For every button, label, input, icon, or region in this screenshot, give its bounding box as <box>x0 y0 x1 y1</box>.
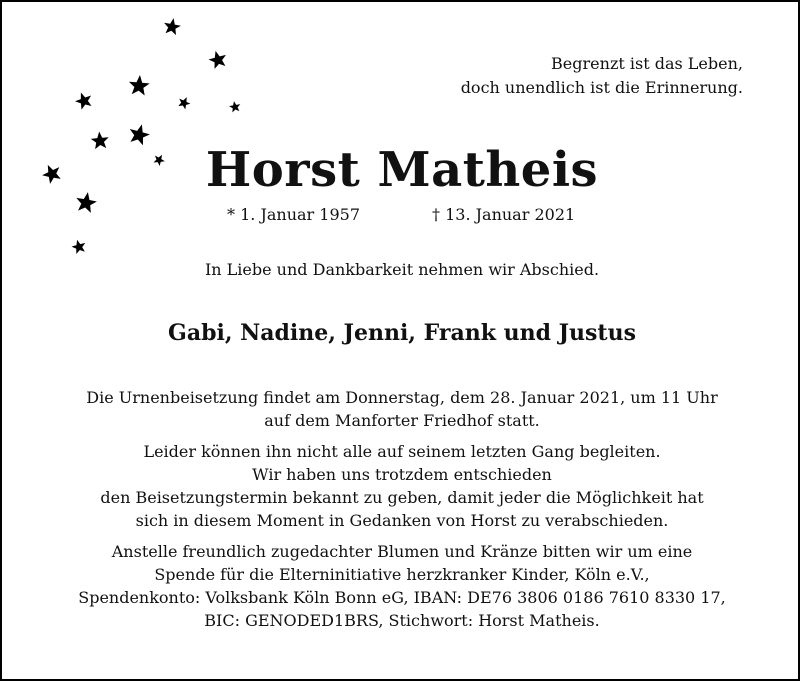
donation-paragraph <box>2 540 800 632</box>
stars-decoration <box>2 2 262 262</box>
text-line: Wir haben uns trotzdem entschieden <box>252 465 552 484</box>
star-icon <box>73 90 95 111</box>
text-line: sich in diesem Moment in Gedanken von Horst zu verabschieden. <box>135 511 669 530</box>
text-line: den Beisetzungstermin bekannt zu geben, damit jeder die Möglichkeit hat <box>100 488 704 507</box>
star-icon <box>228 100 241 113</box>
death-date: † 13. Januar 2021 <box>432 205 576 224</box>
burial-paragraph <box>2 386 800 432</box>
text-line: Spendenkonto: Volksbank Köln Bonn eG, IBAN: DE76 3806 0186 7610 8330 17, <box>78 588 726 607</box>
announcement-text <box>2 386 800 640</box>
quote-line-2: doch unendlich ist die Erinnerung. <box>460 78 743 97</box>
star-icon <box>128 74 151 96</box>
deceased-name: Horst Matheis <box>205 142 599 198</box>
text-line: Spende für die Elterninitiative herzkranker Kinder, Köln e.V., <box>154 565 650 584</box>
text-line: Die Urnenbeisetzung findet am Donnerstag, dem 28. Januar 2021, um 11 Uhr <box>86 388 718 407</box>
text-line: auf dem Manforter Friedhof statt. <box>264 411 540 430</box>
text-line: Leider können ihn nicht alle auf seinem letzten Gang begleiten. <box>143 442 661 461</box>
birth-date: * 1. Januar 1957 <box>227 205 360 224</box>
star-icon <box>162 17 182 36</box>
star-icon <box>70 238 87 255</box>
star-icon <box>207 48 229 69</box>
quote <box>461 52 743 100</box>
quote-line-1: Begrenzt ist das Leben, <box>551 54 743 73</box>
text-line: Anstelle freundlich zugedachter Blumen und Kränze bitten wir um eine <box>111 542 693 561</box>
text-line: BIC: GENODED1BRS, Stichwort: Horst Matheis. <box>204 611 600 630</box>
attendance-paragraph <box>2 440 800 532</box>
family-names: Gabi, Nadine, Jenni, Frank und Justus <box>168 320 636 346</box>
star-icon <box>176 94 192 110</box>
farewell-line: In Liebe und Dankbarkeit nehmen wir Abschied. <box>204 260 600 279</box>
